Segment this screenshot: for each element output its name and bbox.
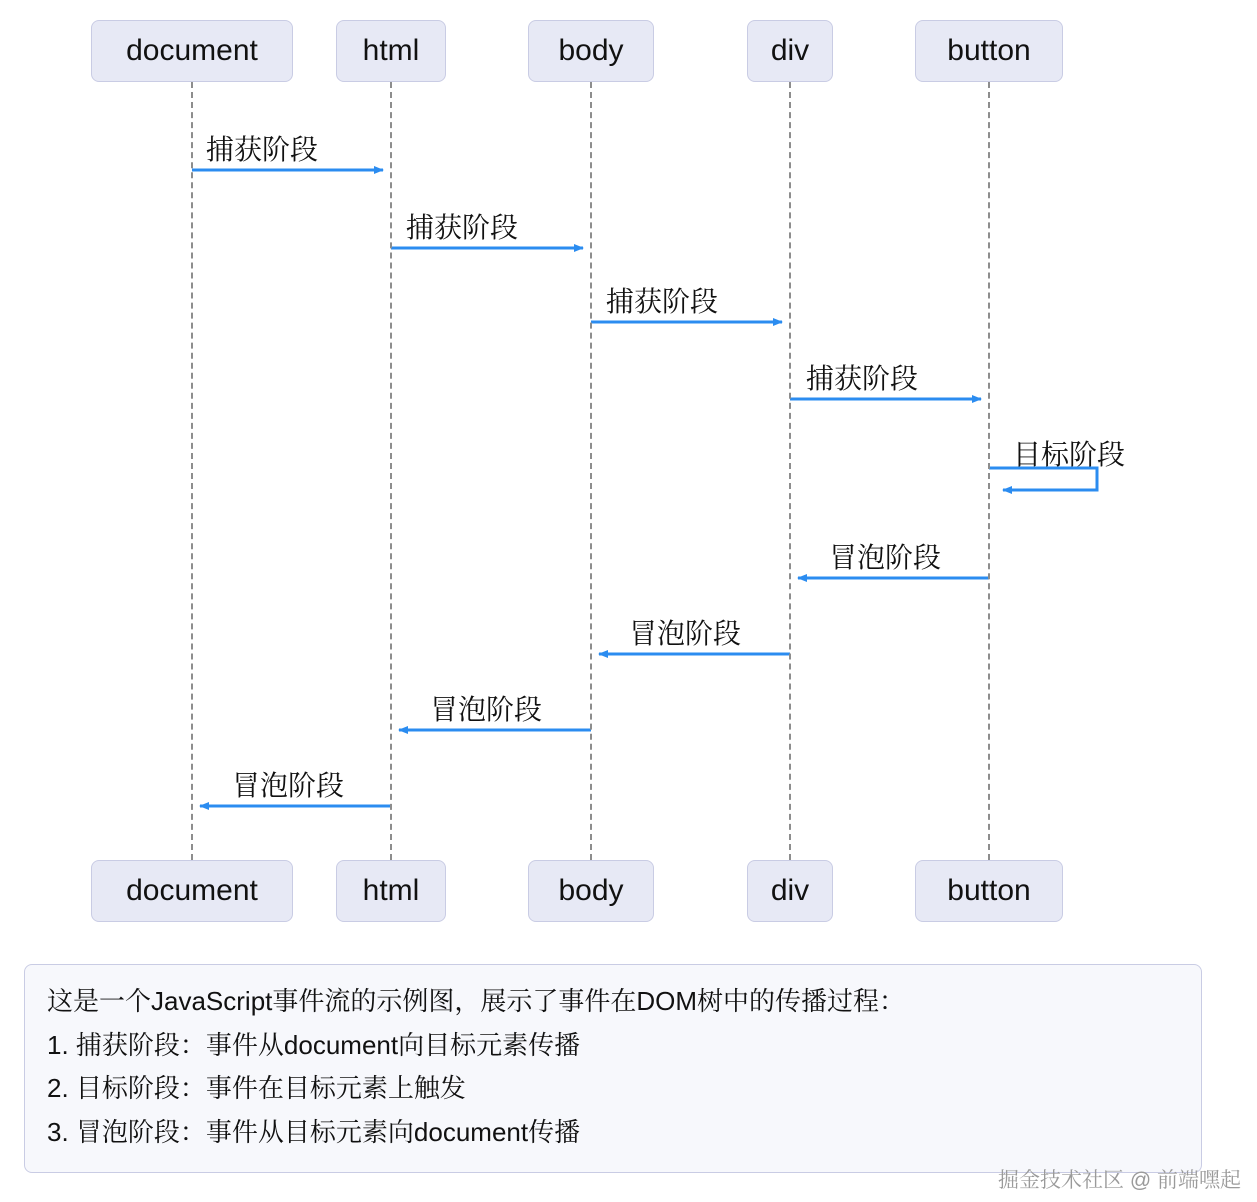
lifeline-label: html xyxy=(362,34,420,67)
message-label-0: 捕获阶段 xyxy=(206,134,319,165)
lifeline-box-body-top xyxy=(528,20,654,82)
lifeline-label: document xyxy=(126,874,258,907)
caption-line-3: 3. 冒泡阶段：事件从目标元素向document传播 xyxy=(47,1117,581,1148)
lifeline-box-document-top xyxy=(91,20,293,82)
lifeline-box-button-bottom xyxy=(915,860,1063,922)
message-label-8: 冒泡阶段 xyxy=(232,770,345,801)
lifeline-body xyxy=(590,82,592,860)
message-label-5: 冒泡阶段 xyxy=(829,542,942,573)
lifeline-label: body xyxy=(558,874,624,907)
caption-line-2: 2. 目标阶段：事件在目标元素上触发 xyxy=(47,1073,466,1104)
lifeline-label: body xyxy=(558,34,624,67)
message-label-7: 冒泡阶段 xyxy=(430,694,543,725)
lifeline-box-div-top xyxy=(747,20,833,82)
caption-panel xyxy=(24,964,1202,1173)
watermark: 掘金技术社区 @ 前端嘿起 xyxy=(998,1169,1241,1192)
lifeline-label: document xyxy=(126,34,258,67)
caption-line-0: 这是一个JavaScript事件流的示例图，展示了事件在DOM树中的传播过程： xyxy=(47,986,906,1016)
lifeline-label: button xyxy=(947,874,1031,907)
caption-line-1: 1. 捕获阶段：事件从document向目标元素传播 xyxy=(47,1029,581,1060)
lifeline-box-html-top xyxy=(336,20,446,82)
lifeline-label: div xyxy=(770,34,810,67)
message-label-2: 捕获阶段 xyxy=(606,286,719,317)
lifeline-label: div xyxy=(770,874,810,907)
lifeline-box-div-bottom xyxy=(747,860,833,922)
lifeline-box-document-bottom xyxy=(91,860,293,922)
lifeline-label: button xyxy=(947,34,1031,67)
lifeline-button xyxy=(988,82,990,860)
message-label-3: 捕获阶段 xyxy=(806,363,919,394)
lifeline-label: html xyxy=(362,874,420,907)
lifeline-box-button-top xyxy=(915,20,1063,82)
lifeline-box-body-bottom xyxy=(528,860,654,922)
message-label-1: 捕获阶段 xyxy=(406,212,519,243)
lifeline-html xyxy=(390,82,392,860)
message-label-6: 冒泡阶段 xyxy=(629,618,742,649)
lifeline-div xyxy=(789,82,791,860)
lifeline-box-html-bottom xyxy=(336,860,446,922)
message-label-4: 目标阶段 xyxy=(1013,439,1126,470)
lifeline-document xyxy=(191,82,193,860)
